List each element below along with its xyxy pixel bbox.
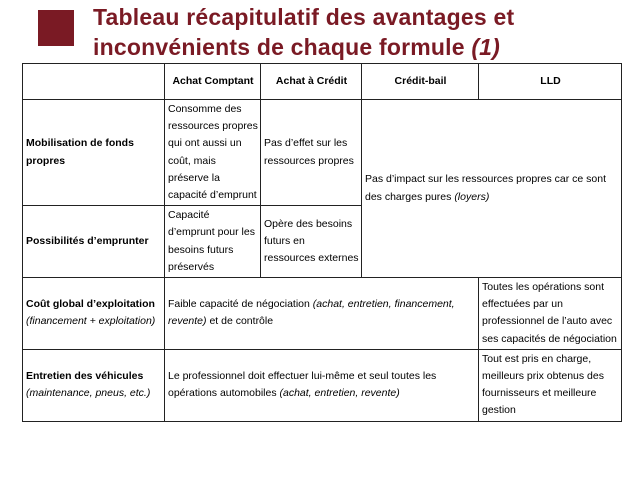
table-row-cout: [23, 278, 622, 350]
title-bullet-square: [38, 10, 74, 46]
cout-merged-italic: (achat, entretien, financement, revente): [168, 298, 455, 328]
entretien-merged-italic: (achat, entretien, revente): [279, 387, 400, 400]
cell-entretien-merged: [165, 349, 479, 421]
entretien-label-italic: (maintenance, pneus, etc.): [26, 387, 151, 400]
row-label-possibilites: Possibilités d’emprunter: [23, 206, 165, 278]
title-footnote-number: (1): [471, 34, 501, 60]
comparison-table: [22, 63, 622, 422]
title-line-1: Tableau récapitulatif des avantages et: [93, 4, 515, 30]
cout-merged-post: et de contrôle: [206, 315, 274, 328]
merged-impact-text: Pas d’impact sur les ressources propres car ce sont des charges pures: [365, 173, 607, 203]
row-label-mobilisation: Mobilisation de fonds propres: [23, 100, 165, 206]
cout-merged-pre: Faible capacité de négociation: [168, 298, 313, 311]
cout-label-main: Coût global d’exploitation: [26, 298, 155, 311]
cell-possibilites-achat-comptant: Capacité d’emprunt pour les besoins futurs préservés: [165, 206, 261, 278]
header-lld: LLD: [479, 64, 622, 100]
merged-impact-italic: (loyers): [454, 190, 490, 203]
entretien-label-main: Entretien des véhicules: [26, 370, 144, 383]
title-line-2: inconvénients de chaque formule: [93, 34, 472, 60]
table-header-row: [23, 64, 622, 100]
header-achat-credit: Achat à Crédit: [261, 64, 362, 100]
cell-cout-lld: Toutes les opérations sont effectuées par un professionnel de l’auto avec ses capacités de négociation: [479, 278, 622, 350]
cout-label-italic: (financement + exploitation): [26, 315, 156, 328]
cell-entretien-lld: Tout est pris en charge, meilleurs prix obtenus des fournisseurs et meilleure gestion: [479, 349, 622, 421]
row-label-entretien: [23, 349, 165, 421]
cell-possibilites-achat-credit: Opère des besoins futurs en ressources externes: [261, 206, 362, 278]
cell-mobilisation-achat-comptant: Consomme des ressources propres qui ont aussi un coût, mais préserve la capacité d’emprunt: [165, 100, 261, 206]
table-row-entretien: [23, 349, 622, 421]
entretien-merged-pre: Le professionnel doit effectuer lui-même et seul toutes les opérations automobiles: [168, 370, 437, 400]
cell-mobilisation-achat-credit: Pas d’effet sur les ressources propres: [261, 100, 362, 206]
header-achat-comptant: Achat Comptant: [165, 64, 261, 100]
row-label-cout: [23, 278, 165, 350]
cell-cout-merged: [165, 278, 479, 350]
table-row-mobilisation: [23, 100, 622, 206]
cell-credit-bail-lld-merged: [362, 100, 622, 278]
header-empty-cell: [23, 64, 165, 100]
page-title: [93, 2, 633, 62]
header-credit-bail: Crédit-bail: [362, 64, 479, 100]
